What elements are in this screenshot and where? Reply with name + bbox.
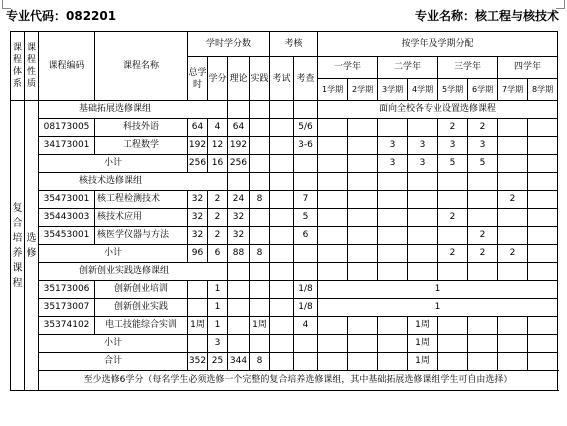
table-cell (468, 317, 498, 335)
table-cell (318, 155, 348, 173)
table-cell (498, 119, 528, 137)
col-exam: 考试 (270, 57, 294, 101)
table-cell: 核工程检测技术 (95, 191, 188, 209)
table-cell: 2 (468, 227, 498, 245)
table-cell: 2 (208, 191, 228, 209)
table-cell (270, 263, 294, 281)
table-cell (408, 245, 438, 263)
table-cell: 4 (294, 317, 318, 335)
footer-note: 至少选修6学分（每名学生必须选修一个完整的复合培养选修课组，其中基础拓展选修课组学生可自由选择） (39, 371, 558, 391)
table-cell: 8 (250, 353, 270, 371)
table-cell (294, 155, 318, 173)
table-cell (348, 245, 378, 263)
table-cell (528, 173, 558, 191)
table-cell: 34173001 (39, 137, 95, 155)
subtotal-row (11, 335, 558, 353)
table-cell: 8 (250, 245, 270, 263)
table-cell: 64 (188, 119, 208, 137)
table-cell (270, 335, 294, 353)
table-cell (468, 335, 498, 353)
table-cell: 256 (228, 155, 250, 173)
table-cell (378, 263, 408, 281)
table-cell (188, 335, 208, 353)
table-cell: 5 (294, 209, 318, 227)
table-row (11, 209, 558, 227)
table-cell: 1周 (408, 335, 438, 353)
table-cell: 35443003 (39, 209, 95, 227)
semester-4: 4学期 (408, 79, 438, 101)
semester-2: 2学期 (348, 79, 378, 101)
table-cell (318, 227, 348, 245)
table-cell (468, 353, 498, 371)
table-cell (250, 119, 270, 137)
year-1: 一学年 (318, 57, 378, 79)
table-cell (378, 317, 408, 335)
table-cell (498, 227, 528, 245)
table-cell (528, 335, 558, 353)
table-cell (348, 263, 378, 281)
table-cell: 6 (294, 227, 318, 245)
col-check: 考查 (294, 57, 318, 101)
table-cell (318, 353, 348, 371)
table-cell (294, 335, 318, 353)
table-cell (408, 119, 438, 137)
table-cell (294, 101, 318, 119)
table-cell (378, 173, 408, 191)
table-cell (498, 335, 528, 353)
year-2: 二学年 (378, 57, 438, 79)
table-cell (528, 155, 558, 173)
table-cell (318, 335, 348, 353)
table-cell (270, 353, 294, 371)
table-cell: 64 (228, 119, 250, 137)
table-cell (250, 299, 270, 317)
table-cell (378, 245, 408, 263)
table-cell (228, 263, 250, 281)
table-cell (318, 263, 348, 281)
group-title: 创新创业实践选修课组 (39, 263, 228, 281)
col-code: 课程编码 (39, 32, 95, 101)
table-cell: 3 (468, 137, 498, 155)
table-cell: 2 (468, 119, 498, 137)
col-assessment: 考核 (270, 32, 318, 57)
table-cell: 2 (468, 245, 498, 263)
table-cell (528, 353, 558, 371)
year-4: 四学年 (498, 57, 558, 79)
table-cell (468, 209, 498, 227)
table-cell: 电工技能综合实训 (95, 317, 188, 335)
table-cell: 25 (208, 353, 228, 371)
table-row (11, 191, 558, 209)
table-cell (318, 209, 348, 227)
table-cell: 32 (188, 209, 208, 227)
table-cell: 创新创业实践 (95, 299, 188, 317)
table-cell (378, 335, 408, 353)
table-cell (228, 317, 250, 335)
table-cell: 1/8 (294, 299, 318, 317)
table-cell (294, 245, 318, 263)
table-cell: 1周 (188, 317, 208, 335)
table-cell (250, 227, 270, 245)
table-cell (250, 263, 270, 281)
table-cell (468, 173, 498, 191)
table-cell (378, 353, 408, 371)
table-cell: 科技外语 (95, 119, 188, 137)
major-code: 专业代码：082201 (6, 9, 117, 23)
table-cell (250, 281, 270, 299)
table-cell: 小计 (39, 155, 188, 173)
table-cell (228, 299, 250, 317)
table-cell (294, 263, 318, 281)
table-cell: 192 (188, 137, 208, 155)
table-cell (498, 137, 528, 155)
table-cell (270, 173, 294, 191)
semester-1: 1学期 (318, 79, 348, 101)
semester-5: 5学期 (438, 79, 468, 101)
table-cell (498, 353, 528, 371)
table-cell (270, 299, 294, 317)
col-theory: 理论 (228, 57, 250, 101)
table-cell: 1 (318, 299, 558, 317)
table-cell: 1 (208, 317, 228, 335)
table-cell (318, 317, 348, 335)
semester-6: 6学期 (468, 79, 498, 101)
table-cell: 核技术应用 (95, 209, 188, 227)
table-cell: 小计 (39, 245, 188, 263)
table-cell: 1周 (250, 317, 270, 335)
major-name: 专业名称：核工程与核技术 (414, 9, 559, 23)
table-cell: 3 (408, 137, 438, 155)
table-cell (528, 119, 558, 137)
table-cell (270, 317, 294, 335)
col-nature: 课程性质 (25, 32, 39, 101)
table-cell: 32 (188, 191, 208, 209)
table-cell (228, 101, 250, 119)
table-cell (294, 173, 318, 191)
table-cell (438, 263, 468, 281)
table-cell: 1周 (408, 353, 438, 371)
table-cell (408, 173, 438, 191)
table-cell (318, 137, 348, 155)
table-cell: 32 (228, 227, 250, 245)
table-cell (250, 155, 270, 173)
table-cell (438, 191, 468, 209)
row-category: 复合培养课程 (11, 101, 25, 391)
col-hours-credits: 学时学分数 (188, 32, 270, 57)
table-row (11, 137, 558, 155)
semester-8: 8学期 (528, 79, 558, 101)
table-cell (348, 227, 378, 245)
table-cell (294, 353, 318, 371)
table-row (11, 317, 558, 335)
table-cell: 工程数学 (95, 137, 188, 155)
table-cell (498, 209, 528, 227)
table-cell (468, 191, 498, 209)
subtotal-row (11, 245, 558, 263)
table-row (11, 281, 558, 299)
table-cell: 1 (208, 281, 228, 299)
group-note: 面向全校各专业设置选修课程 (318, 101, 558, 119)
table-cell (438, 353, 468, 371)
table-cell (188, 299, 208, 317)
table-cell: 2 (498, 191, 528, 209)
table-cell (348, 173, 378, 191)
table-cell: 2 (208, 227, 228, 245)
table-cell: 7 (294, 191, 318, 209)
table-cell: 35374102 (39, 317, 95, 335)
table-cell: 6 (208, 245, 228, 263)
table-cell (270, 155, 294, 173)
table-cell: 35173007 (39, 299, 95, 317)
table-cell (348, 209, 378, 227)
table-cell: 1 (318, 281, 558, 299)
table-cell (318, 245, 348, 263)
table-cell: 3 (378, 155, 408, 173)
table-cell: 96 (188, 245, 208, 263)
table-cell (528, 137, 558, 155)
table-cell (498, 173, 528, 191)
table-cell: 08173005 (39, 119, 95, 137)
table-cell (348, 137, 378, 155)
table-cell: 3 (408, 155, 438, 173)
table-cell (348, 335, 378, 353)
col-schedule: 按学年及学期分配 (318, 32, 558, 57)
table-cell (250, 335, 270, 353)
table-cell (318, 173, 348, 191)
table-cell: 2 (438, 119, 468, 137)
table-cell (270, 209, 294, 227)
table-cell: 创新创业培训 (95, 281, 188, 299)
table-row (11, 119, 558, 137)
table-cell: 1/8 (294, 281, 318, 299)
table-cell: 24 (228, 191, 250, 209)
semester-7: 7学期 (498, 79, 528, 101)
table-cell (408, 263, 438, 281)
total-row (11, 353, 558, 371)
table-cell (378, 191, 408, 209)
table-cell (498, 155, 528, 173)
table-cell: 3 (438, 137, 468, 155)
table-cell: 352 (188, 353, 208, 371)
table-cell: 3-6 (294, 137, 318, 155)
table-cell: 1 (208, 299, 228, 317)
table-cell (438, 335, 468, 353)
table-cell (318, 119, 348, 137)
table-cell: 35173006 (39, 281, 95, 299)
table-cell: 35473001 (39, 191, 95, 209)
table-cell: 2 (498, 245, 528, 263)
semester-3: 3学期 (378, 79, 408, 101)
table-cell: 核医学仪器与方法 (95, 227, 188, 245)
table-row (11, 299, 558, 317)
table-cell: 192 (228, 137, 250, 155)
table-cell: 256 (188, 155, 208, 173)
table-cell (378, 119, 408, 137)
table-cell: 344 (228, 353, 250, 371)
table-cell (378, 209, 408, 227)
page-header (0, 0, 567, 28)
table-cell: 合计 (39, 353, 188, 371)
table-cell (348, 119, 378, 137)
table-cell: 2 (208, 209, 228, 227)
table-cell (528, 191, 558, 209)
table-cell: 1周 (408, 317, 438, 335)
table-cell (228, 281, 250, 299)
table-cell: 35453001 (39, 227, 95, 245)
subtotal-row (11, 155, 558, 173)
table-cell (438, 173, 468, 191)
col-total-hours: 总学时 (188, 57, 208, 101)
table-cell (498, 317, 528, 335)
table-cell (528, 263, 558, 281)
table-cell: 12 (208, 137, 228, 155)
table-cell (408, 227, 438, 245)
col-category: 课程体系 (11, 32, 25, 101)
table-cell (528, 227, 558, 245)
table-cell (438, 227, 468, 245)
year-3: 三学年 (438, 57, 498, 79)
table-cell: 3 (208, 335, 228, 353)
col-credits: 学分 (208, 57, 228, 101)
table-cell: 2 (438, 245, 468, 263)
table-cell (270, 119, 294, 137)
table-cell (528, 209, 558, 227)
table-cell: 5/6 (294, 119, 318, 137)
table-cell (378, 227, 408, 245)
table-cell (270, 281, 294, 299)
table-cell (528, 317, 558, 335)
table-cell: 16 (208, 155, 228, 173)
table-cell (528, 245, 558, 263)
table-cell: 小计 (39, 335, 188, 353)
table-cell (318, 191, 348, 209)
table-cell: 88 (228, 245, 250, 263)
table-cell (348, 353, 378, 371)
row-nature: 选修 (25, 101, 39, 391)
table-cell (270, 101, 294, 119)
table-cell: 2 (438, 209, 468, 227)
table-cell (228, 173, 250, 191)
table-cell (270, 227, 294, 245)
table-cell (228, 335, 250, 353)
table-cell: 5 (438, 155, 468, 173)
table-cell (348, 317, 378, 335)
table-cell (188, 281, 208, 299)
course-table (10, 31, 558, 391)
table-cell (270, 191, 294, 209)
table-cell (250, 173, 270, 191)
table-cell (408, 209, 438, 227)
table-cell (468, 263, 498, 281)
col-course-name: 课程名称 (95, 32, 188, 101)
group-title: 基础拓展选修课组 (39, 101, 228, 119)
table-cell: 4 (208, 119, 228, 137)
table-cell (250, 101, 270, 119)
table-cell (250, 137, 270, 155)
col-practice: 实践 (250, 57, 270, 101)
table-cell (498, 263, 528, 281)
table-cell (270, 137, 294, 155)
table-cell: 8 (250, 191, 270, 209)
table-row (11, 227, 558, 245)
table-cell (348, 155, 378, 173)
group-title: 核技术选修课组 (39, 173, 228, 191)
table-cell (408, 191, 438, 209)
table-cell (438, 317, 468, 335)
table-cell: 3 (378, 137, 408, 155)
table-cell: 32 (228, 209, 250, 227)
table-cell (250, 209, 270, 227)
table-cell (348, 191, 378, 209)
table-cell: 5 (468, 155, 498, 173)
table-cell: 32 (188, 227, 208, 245)
table-cell (270, 245, 294, 263)
